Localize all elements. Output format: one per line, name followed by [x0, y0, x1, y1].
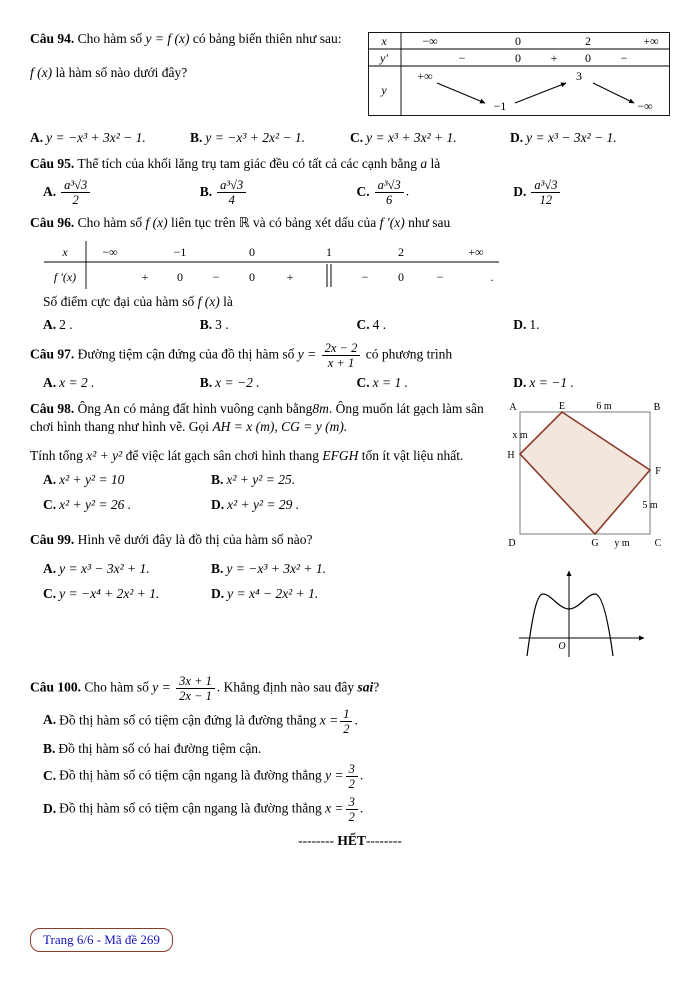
q99-label: Câu 99.: [30, 531, 75, 547]
option-value: x = 2 .: [59, 375, 95, 391]
sign-value: −: [212, 269, 220, 284]
q95-option-b: [200, 178, 357, 207]
option-value: y = x³ + 3x² + 1.: [366, 130, 457, 145]
option-value: 2 .: [59, 316, 73, 332]
bbt-sign: −: [458, 51, 466, 65]
question-96: [30, 214, 670, 334]
q95-label: Câu 95.: [30, 155, 75, 171]
q98-option-c: [43, 496, 211, 515]
statement-math: x =: [319, 712, 339, 728]
option-key: A.: [43, 560, 57, 576]
q96-option-d: [513, 316, 670, 335]
trapezoid-EFGH: [520, 412, 650, 534]
fraction: [346, 795, 358, 824]
fraction: [176, 674, 215, 703]
q97-option-b: [200, 374, 357, 393]
q98-text-5: tốn ít vật liệu nhất.: [361, 448, 464, 463]
option-value: y = −x⁴ + 2x² + 1.: [59, 586, 160, 602]
option-key: C.: [356, 316, 370, 332]
sign-f-label: f ′(x): [53, 269, 77, 284]
dim-6m: 6 m: [596, 400, 612, 412]
sign-value: −: [361, 269, 369, 284]
fraction: [531, 178, 560, 207]
q96-label: Câu 96.: [30, 215, 75, 231]
option-value: y = −x³ + 3x² + 1.: [226, 560, 327, 576]
q95-text: Thể tích của khối lăng trụ tam giác đều có tất cả các cạnh bằng: [77, 155, 418, 171]
q94-label: Câu 94.: [30, 31, 75, 46]
fraction-numerator: 3x + 1: [176, 674, 215, 689]
sign-value: 0: [177, 269, 183, 284]
q94-row: [30, 30, 670, 116]
question-99: [30, 531, 498, 604]
option-value: y = x⁴ − 2x² + 1.: [227, 586, 319, 602]
question-100: [30, 674, 670, 851]
vertex-E: E: [558, 400, 566, 412]
q95-text-end: là: [430, 155, 441, 171]
sign-table: [44, 241, 499, 289]
statement-text: Đồ thị hàm số có tiệm cận ngang là đường thẳng: [59, 767, 322, 783]
vertex-B: B: [653, 401, 661, 413]
option-key: B.: [211, 560, 224, 576]
sign-x-label: x: [62, 244, 68, 259]
q98-text-4: để việc lát gạch sân chơi hình thang: [125, 448, 320, 463]
q99-option-a: [43, 560, 211, 579]
option-key: A.: [30, 130, 44, 145]
statement-text: Đồ thị hàm số có tiệm cận ngang là đường thẳng: [59, 800, 322, 816]
q96-option-c: [357, 316, 514, 335]
bbt-arrow-down: [437, 83, 485, 103]
option-key: D.: [513, 316, 527, 332]
q94-question-text: là hàm số nào dưới đây?: [55, 64, 188, 80]
option-value: 3 .: [215, 316, 229, 332]
option-value: x² + y² = 25.: [226, 471, 296, 487]
vertex-F: F: [655, 465, 661, 477]
q94-options: [30, 129, 670, 148]
fraction-denominator: 2: [348, 777, 355, 792]
variation-table: [368, 32, 670, 116]
q98-q99-block: [30, 400, 670, 662]
q98-line-1: [30, 400, 498, 437]
end-dashes-right: --------: [365, 833, 402, 849]
q98-text-2: . Ông muốn lát gạch làm sân chơi hình thang như hình vẽ. Gọi: [30, 400, 484, 435]
sign-value: +: [141, 269, 149, 284]
bbt-sign: 0: [585, 51, 591, 65]
fraction-numerator: a³√3: [375, 178, 404, 193]
fraction-denominator: 12: [539, 193, 553, 208]
option-value: x² + y² = 10: [59, 471, 125, 487]
bbt-sign: 0: [515, 51, 521, 65]
q96-pre: Cho hàm số: [77, 215, 143, 231]
q96-question-post: là: [223, 293, 233, 309]
question-94: [30, 30, 670, 148]
bbt-y-botright: −∞: [637, 99, 653, 113]
q96-option-a: [43, 316, 200, 335]
bbt-y-label: y: [381, 83, 387, 97]
fraction-denominator: x + 1: [327, 356, 355, 371]
option-key: B.: [199, 316, 213, 332]
page-number-text: Trang 6/6 - Mã đề 269: [43, 932, 160, 947]
fraction: [217, 178, 246, 207]
question-98: [30, 400, 498, 515]
q100-statement-d: [43, 795, 670, 824]
vertex-H: H: [507, 449, 515, 461]
q95-option-c: [357, 178, 514, 207]
sign-period: .: [490, 269, 494, 284]
fraction: [375, 178, 404, 207]
fraction-numerator: 2x − 2: [322, 341, 361, 356]
option-key: C.: [43, 497, 57, 513]
q100-text-line: [30, 674, 670, 703]
fraction-denominator: 2: [343, 721, 350, 736]
fraction-numerator: a³√3: [61, 178, 90, 193]
q100-statement-b: [43, 740, 670, 759]
statement-math: y =: [325, 767, 344, 783]
option-key: C.: [43, 586, 57, 602]
fraction-numerator: a³√3: [217, 178, 246, 193]
q96-question-line: [43, 293, 670, 312]
fraction-denominator: 4: [228, 193, 235, 208]
sign-value: +: [286, 269, 294, 284]
option-key: C.: [350, 130, 364, 145]
q94-option-a: [30, 129, 190, 148]
q100-mid: . Khẳng định nào sau đây: [216, 679, 355, 695]
q94-text-block: [30, 30, 365, 82]
q95-option-d: [513, 178, 670, 207]
q97-option-d: [513, 374, 670, 393]
q97-label: Câu 97.: [30, 346, 75, 362]
q94-option-c: [350, 129, 510, 148]
sign-x-value: +∞: [468, 244, 484, 259]
option-value: 1.: [529, 316, 540, 332]
dim-ym: y m: [614, 537, 630, 549]
fraction-denominator: 6: [386, 193, 393, 208]
fraction-denominator: 2: [72, 193, 79, 208]
option-key: B.: [199, 183, 213, 199]
fraction-denominator: 2x − 1: [179, 688, 212, 703]
option-key: A.: [43, 712, 57, 728]
statement-math: x =: [325, 800, 344, 816]
option-value: y = −x³ + 3x² − 1.: [46, 130, 146, 145]
bbt-sign: −: [620, 51, 628, 65]
q96-post: như sau: [408, 215, 451, 231]
q96-options: [43, 316, 670, 335]
statement-text: Đồ thị hàm số có hai đường tiệm cận.: [58, 740, 262, 756]
q96-math-2: f ′(x): [379, 215, 405, 231]
option-tail: .: [405, 183, 410, 199]
bbt-y-min: −1: [493, 99, 507, 113]
q100-statement-c: [43, 762, 670, 791]
q98-math-3: x² + y²: [86, 448, 123, 463]
quartic-curve: [527, 594, 613, 656]
dim-5m: 5 m: [642, 499, 658, 511]
option-key: C.: [356, 183, 370, 199]
bbt-x-value: 2: [585, 34, 591, 48]
q98-text-3: Tính tổng: [30, 448, 83, 463]
q98-q99-figures-column: [498, 400, 670, 662]
q98-label: Câu 98.: [30, 400, 75, 416]
bbt-yprime-label: y′: [380, 51, 388, 65]
q98-math-1: 8m: [312, 400, 329, 416]
q100-statement-a: [43, 707, 670, 736]
end-het: HẾT: [337, 833, 366, 849]
fraction-numerator: a³√3: [531, 178, 560, 193]
sign-x-value: 2: [398, 244, 404, 259]
q98-math-2: AH = x (m), CG = y (m).: [212, 419, 348, 435]
q96-mid: liên tục trên ℝ và có bảng xét dấu của: [171, 215, 377, 231]
q94-intro: [30, 30, 365, 49]
question-95: [30, 155, 670, 208]
option-value: y = x³ − 3x² − 1.: [526, 130, 617, 145]
q99-graph-figure: [514, 564, 654, 662]
q94-question-math: f (x): [30, 64, 53, 80]
option-key: B.: [211, 471, 224, 487]
statement-text: Đồ thị hàm số có tiệm cận đứng là đường thẳng: [59, 712, 317, 728]
q98-square-figure: [500, 400, 668, 550]
q94-intro-post: có bảng biến thiên như sau:: [192, 31, 342, 46]
page-footer-badge: [30, 928, 173, 952]
q94-option-d: [510, 129, 670, 148]
bbt-x-value: −∞: [422, 34, 438, 48]
sign-value: 0: [398, 269, 404, 284]
option-key: D.: [211, 497, 225, 513]
q94-intro-pre: Cho hàm số: [77, 31, 143, 46]
q95-option-a: [43, 178, 200, 207]
option-value: 4 .: [372, 316, 387, 332]
q100-y-equals: y =: [152, 679, 171, 695]
option-value: x = −1 .: [529, 375, 574, 391]
q99-option-c: [43, 585, 211, 604]
statement-tail: .: [354, 712, 358, 728]
bbt-y-topleft: +∞: [417, 69, 433, 83]
bbt-sign: +: [550, 51, 558, 65]
fraction: [322, 341, 361, 370]
fraction: [340, 707, 352, 736]
end-marker: [30, 832, 670, 851]
bbt-x-value: 0: [515, 34, 521, 48]
fraction-numerator: 3: [346, 795, 358, 810]
q100-pre: Cho hàm số: [84, 679, 149, 695]
option-key: A.: [43, 316, 57, 332]
option-key: A.: [43, 375, 57, 391]
vertex-D: D: [508, 537, 516, 549]
q99-option-d: [211, 585, 431, 604]
statement-tail: .: [359, 767, 364, 783]
q98-line-2: [30, 447, 498, 466]
q99-text-line: [30, 531, 498, 550]
q98-math-4: EFGH: [322, 448, 359, 463]
option-value: y = x³ − 3x² + 1.: [59, 560, 150, 576]
q97-options: [43, 374, 670, 393]
q98-q99-left-column: [30, 400, 498, 662]
fraction: [346, 762, 358, 791]
sign-value: −: [436, 269, 444, 284]
option-key: C.: [356, 375, 370, 391]
fraction: [61, 178, 90, 207]
statement-tail: .: [359, 800, 364, 816]
q99-text: Hình vẽ dưới đây là đồ thị của hàm số nào?: [77, 531, 313, 547]
dim-xm: x m: [512, 429, 528, 441]
option-key: B.: [199, 375, 213, 391]
option-key: D.: [211, 586, 225, 602]
option-value: x² + y² = 29 .: [227, 497, 300, 513]
q96-option-b: [200, 316, 357, 335]
sign-x-value: −1: [173, 244, 187, 259]
q96-math-1: f (x): [145, 215, 168, 231]
bbt-x-value: +∞: [643, 34, 659, 48]
question-97: [30, 341, 670, 393]
q97-post: có phương trình: [365, 346, 453, 362]
q98-option-a: [43, 471, 211, 490]
q98-options: [43, 471, 498, 515]
q99-options: [43, 560, 498, 604]
q98-text-1: Ông An có mảng đất hình vuông cạnh bằng: [77, 400, 313, 416]
option-key: B.: [190, 130, 203, 145]
vertex-C: C: [654, 537, 662, 549]
q95-var: a: [420, 155, 428, 171]
option-key: D.: [43, 800, 57, 816]
option-value: x = −2 .: [215, 375, 260, 391]
q96-text-line: [30, 214, 670, 233]
end-dashes-left: --------: [298, 833, 335, 849]
option-key: D.: [513, 183, 527, 199]
q96-question-math: f (x): [197, 293, 220, 309]
q99-option-b: [211, 560, 431, 579]
q94-question-line: [30, 64, 365, 83]
q96-question-pre: Số điểm cực đại của hàm số: [43, 293, 195, 309]
bbt-arrow-up: [515, 83, 566, 103]
vertex-A: A: [509, 401, 517, 413]
option-value: y = −x³ + 2x² − 1.: [205, 130, 306, 145]
option-value: x² + y² = 26 .: [59, 497, 132, 513]
option-key: D.: [510, 130, 524, 145]
q97-text-line: [30, 341, 670, 370]
bbt-arrow-down: [593, 83, 634, 103]
q97-pre: Đường tiệm cận đứng của đồ thị hàm số: [77, 346, 295, 362]
fraction-numerator: 1: [340, 707, 352, 722]
q94-option-b: [190, 129, 350, 148]
option-key: A.: [43, 471, 57, 487]
sign-x-value: 0: [249, 244, 255, 259]
q95-options: [43, 178, 670, 207]
q98-option-b: [211, 471, 431, 490]
option-key: C.: [43, 767, 57, 783]
sign-x-value: 1: [326, 244, 332, 259]
q95-text-line: [30, 155, 670, 174]
q100-question-mark: ?: [373, 679, 380, 695]
option-key: A.: [43, 183, 57, 199]
q94-intro-math: y = f (x): [145, 31, 190, 46]
option-key: B.: [43, 740, 56, 756]
bbt-x-label: x: [381, 34, 387, 48]
sign-value: 0: [249, 269, 255, 284]
q97-option-a: [43, 374, 200, 393]
q97-option-c: [357, 374, 514, 393]
option-value: x = 1 .: [372, 375, 408, 391]
bbt-y-max: 3: [576, 69, 582, 83]
sign-x-value: −∞: [102, 244, 118, 259]
option-key: D.: [513, 375, 527, 391]
vertex-G: G: [591, 537, 599, 549]
q97-y-equals: y =: [297, 346, 317, 362]
fraction-numerator: 3: [346, 762, 358, 777]
origin-label: O: [558, 640, 566, 652]
q98-option-d: [211, 496, 431, 515]
q100-label: Câu 100.: [30, 679, 82, 695]
fraction-denominator: 2: [348, 810, 355, 825]
q100-sai-word: sai: [357, 679, 374, 695]
